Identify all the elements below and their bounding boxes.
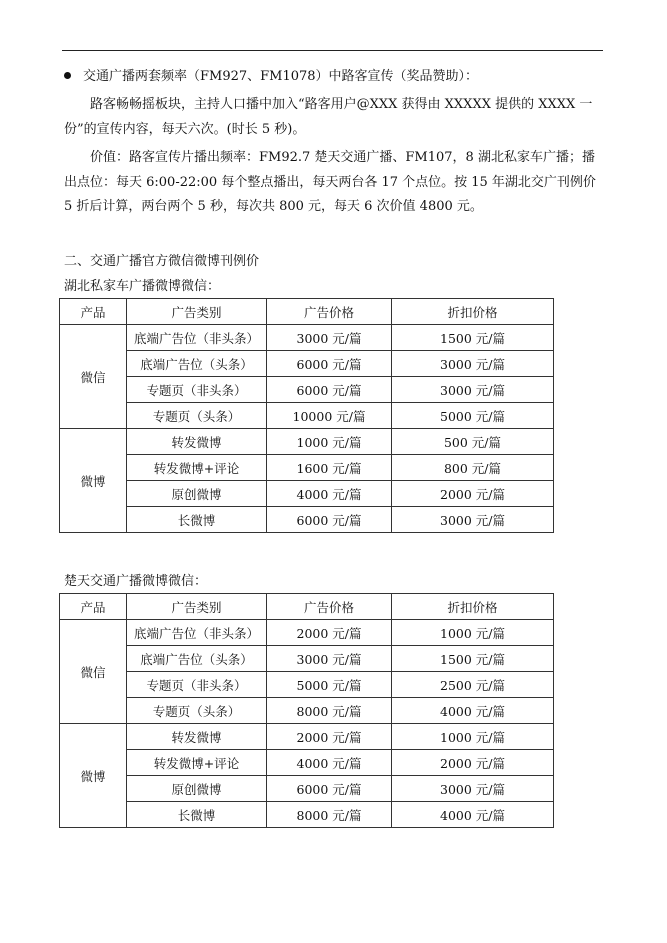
- price-cell: 8000 元/篇: [267, 802, 392, 828]
- intro-paragraph-1: [64, 93, 604, 142]
- product-cell: 微信: [60, 325, 127, 429]
- header-product: 产品: [60, 594, 127, 620]
- discount-cell: 800 元/篇: [392, 455, 554, 481]
- table-row: [60, 481, 554, 507]
- table-row: [60, 351, 554, 377]
- price-cell: 6000 元/篇: [267, 351, 392, 377]
- type-cell: 原创微博: [127, 481, 267, 507]
- product-cell: 微信: [60, 620, 127, 724]
- intro-paragraph-2: [64, 146, 604, 220]
- type-cell: 转发微博+评论: [127, 750, 267, 776]
- header-rule: [62, 50, 603, 51]
- header-discount: 折扣价格: [392, 299, 554, 325]
- discount-cell: 1500 元/篇: [392, 646, 554, 672]
- table-row: [60, 802, 554, 828]
- price-cell: 2000 元/篇: [267, 724, 392, 750]
- type-cell: 转发微博+评论: [127, 455, 267, 481]
- price-cell: 10000 元/篇: [267, 403, 392, 429]
- table-row: [60, 672, 554, 698]
- type-cell: 专题页（头条）: [127, 698, 267, 724]
- table-row: [60, 429, 554, 455]
- table-row: [60, 377, 554, 403]
- type-cell: 转发微博: [127, 724, 267, 750]
- price-cell: 5000 元/篇: [267, 672, 392, 698]
- discount-cell: 2000 元/篇: [392, 481, 554, 507]
- intro-paragraph-1-text: 路客畅畅摇板块，主持人口播中加入“路客用户@XXX 获得由 XXXXX 提供的 XXXX 一份”的宣传内容，每天六次。(时长 5 秒)。: [64, 97, 593, 137]
- table-row: [60, 455, 554, 481]
- price-cell: 8000 元/篇: [267, 698, 392, 724]
- price-cell: 6000 元/篇: [267, 507, 392, 533]
- price-table-2: [59, 593, 554, 828]
- header-discount: 折扣价格: [392, 594, 554, 620]
- discount-cell: 4000 元/篇: [392, 698, 554, 724]
- type-cell: 底端广告位（非头条）: [127, 325, 267, 351]
- discount-cell: 3000 元/篇: [392, 351, 554, 377]
- type-cell: 长微博: [127, 802, 267, 828]
- table-header-row: [60, 594, 554, 620]
- header-product: 产品: [60, 299, 127, 325]
- table-row: [60, 750, 554, 776]
- discount-cell: 2000 元/篇: [392, 750, 554, 776]
- discount-cell: 5000 元/篇: [392, 403, 554, 429]
- type-cell: 专题页（非头条）: [127, 672, 267, 698]
- price-cell: 1600 元/篇: [267, 455, 392, 481]
- price-cell: 6000 元/篇: [267, 776, 392, 802]
- type-cell: 原创微博: [127, 776, 267, 802]
- table-row: [60, 776, 554, 802]
- price-cell: 3000 元/篇: [267, 325, 392, 351]
- header-type: 广告类别: [127, 594, 267, 620]
- discount-cell: 3000 元/篇: [392, 507, 554, 533]
- bullet-heading: [64, 68, 478, 86]
- table-row: [60, 325, 554, 351]
- intro-paragraph-2-text: 价值：路客宣传片播出频率：FM92.7 楚天交通广播、FM107，8 湖北私家车广播；播出点位：每天 6:00-22:00 每个整点播出，每天两台各 17 个点位。按 15 年湖北交广刊例价 5 折后计算，两台两个 5 秒，每次共 800 元，每天 6 次价值 4800 元。: [64, 150, 596, 214]
- table-row: [60, 698, 554, 724]
- discount-cell: 3000 元/篇: [392, 776, 554, 802]
- discount-cell: 1000 元/篇: [392, 620, 554, 646]
- bullet-dot-icon: [64, 72, 71, 79]
- price-cell: 4000 元/篇: [267, 750, 392, 776]
- price-cell: 1000 元/篇: [267, 429, 392, 455]
- table-row: [60, 724, 554, 750]
- discount-cell: 3000 元/篇: [392, 377, 554, 403]
- section-title: 二、交通广播官方微信微博刊例价: [64, 254, 260, 269]
- table-1-title: 湖北私家车广播微博微信：: [64, 279, 221, 294]
- header-price: 广告价格: [267, 594, 392, 620]
- type-cell: 专题页（头条）: [127, 403, 267, 429]
- product-cell: 微博: [60, 724, 127, 828]
- table-2-title: 楚天交通广播微博微信：: [64, 574, 208, 589]
- price-cell: 4000 元/篇: [267, 481, 392, 507]
- table-row: [60, 507, 554, 533]
- table-row: [60, 403, 554, 429]
- price-cell: 3000 元/篇: [267, 646, 392, 672]
- price-cell: 2000 元/篇: [267, 620, 392, 646]
- type-cell: 底端广告位（非头条）: [127, 620, 267, 646]
- type-cell: 底端广告位（头条）: [127, 351, 267, 377]
- price-cell: 6000 元/篇: [267, 377, 392, 403]
- discount-cell: 4000 元/篇: [392, 802, 554, 828]
- price-table-1: [59, 298, 554, 533]
- discount-cell: 1000 元/篇: [392, 724, 554, 750]
- discount-cell: 2500 元/篇: [392, 672, 554, 698]
- discount-cell: 1500 元/篇: [392, 325, 554, 351]
- bullet-heading-text: 交通广播两套频率（FM927、FM1078）中路客宣传（奖品赞助）：: [83, 69, 479, 84]
- type-cell: 转发微博: [127, 429, 267, 455]
- type-cell: 专题页（非头条）: [127, 377, 267, 403]
- discount-cell: 500 元/篇: [392, 429, 554, 455]
- header-type: 广告类别: [127, 299, 267, 325]
- type-cell: 底端广告位（头条）: [127, 646, 267, 672]
- product-cell: 微博: [60, 429, 127, 533]
- table-row: [60, 620, 554, 646]
- table-header-row: [60, 299, 554, 325]
- table-row: [60, 646, 554, 672]
- header-price: 广告价格: [267, 299, 392, 325]
- type-cell: 长微博: [127, 507, 267, 533]
